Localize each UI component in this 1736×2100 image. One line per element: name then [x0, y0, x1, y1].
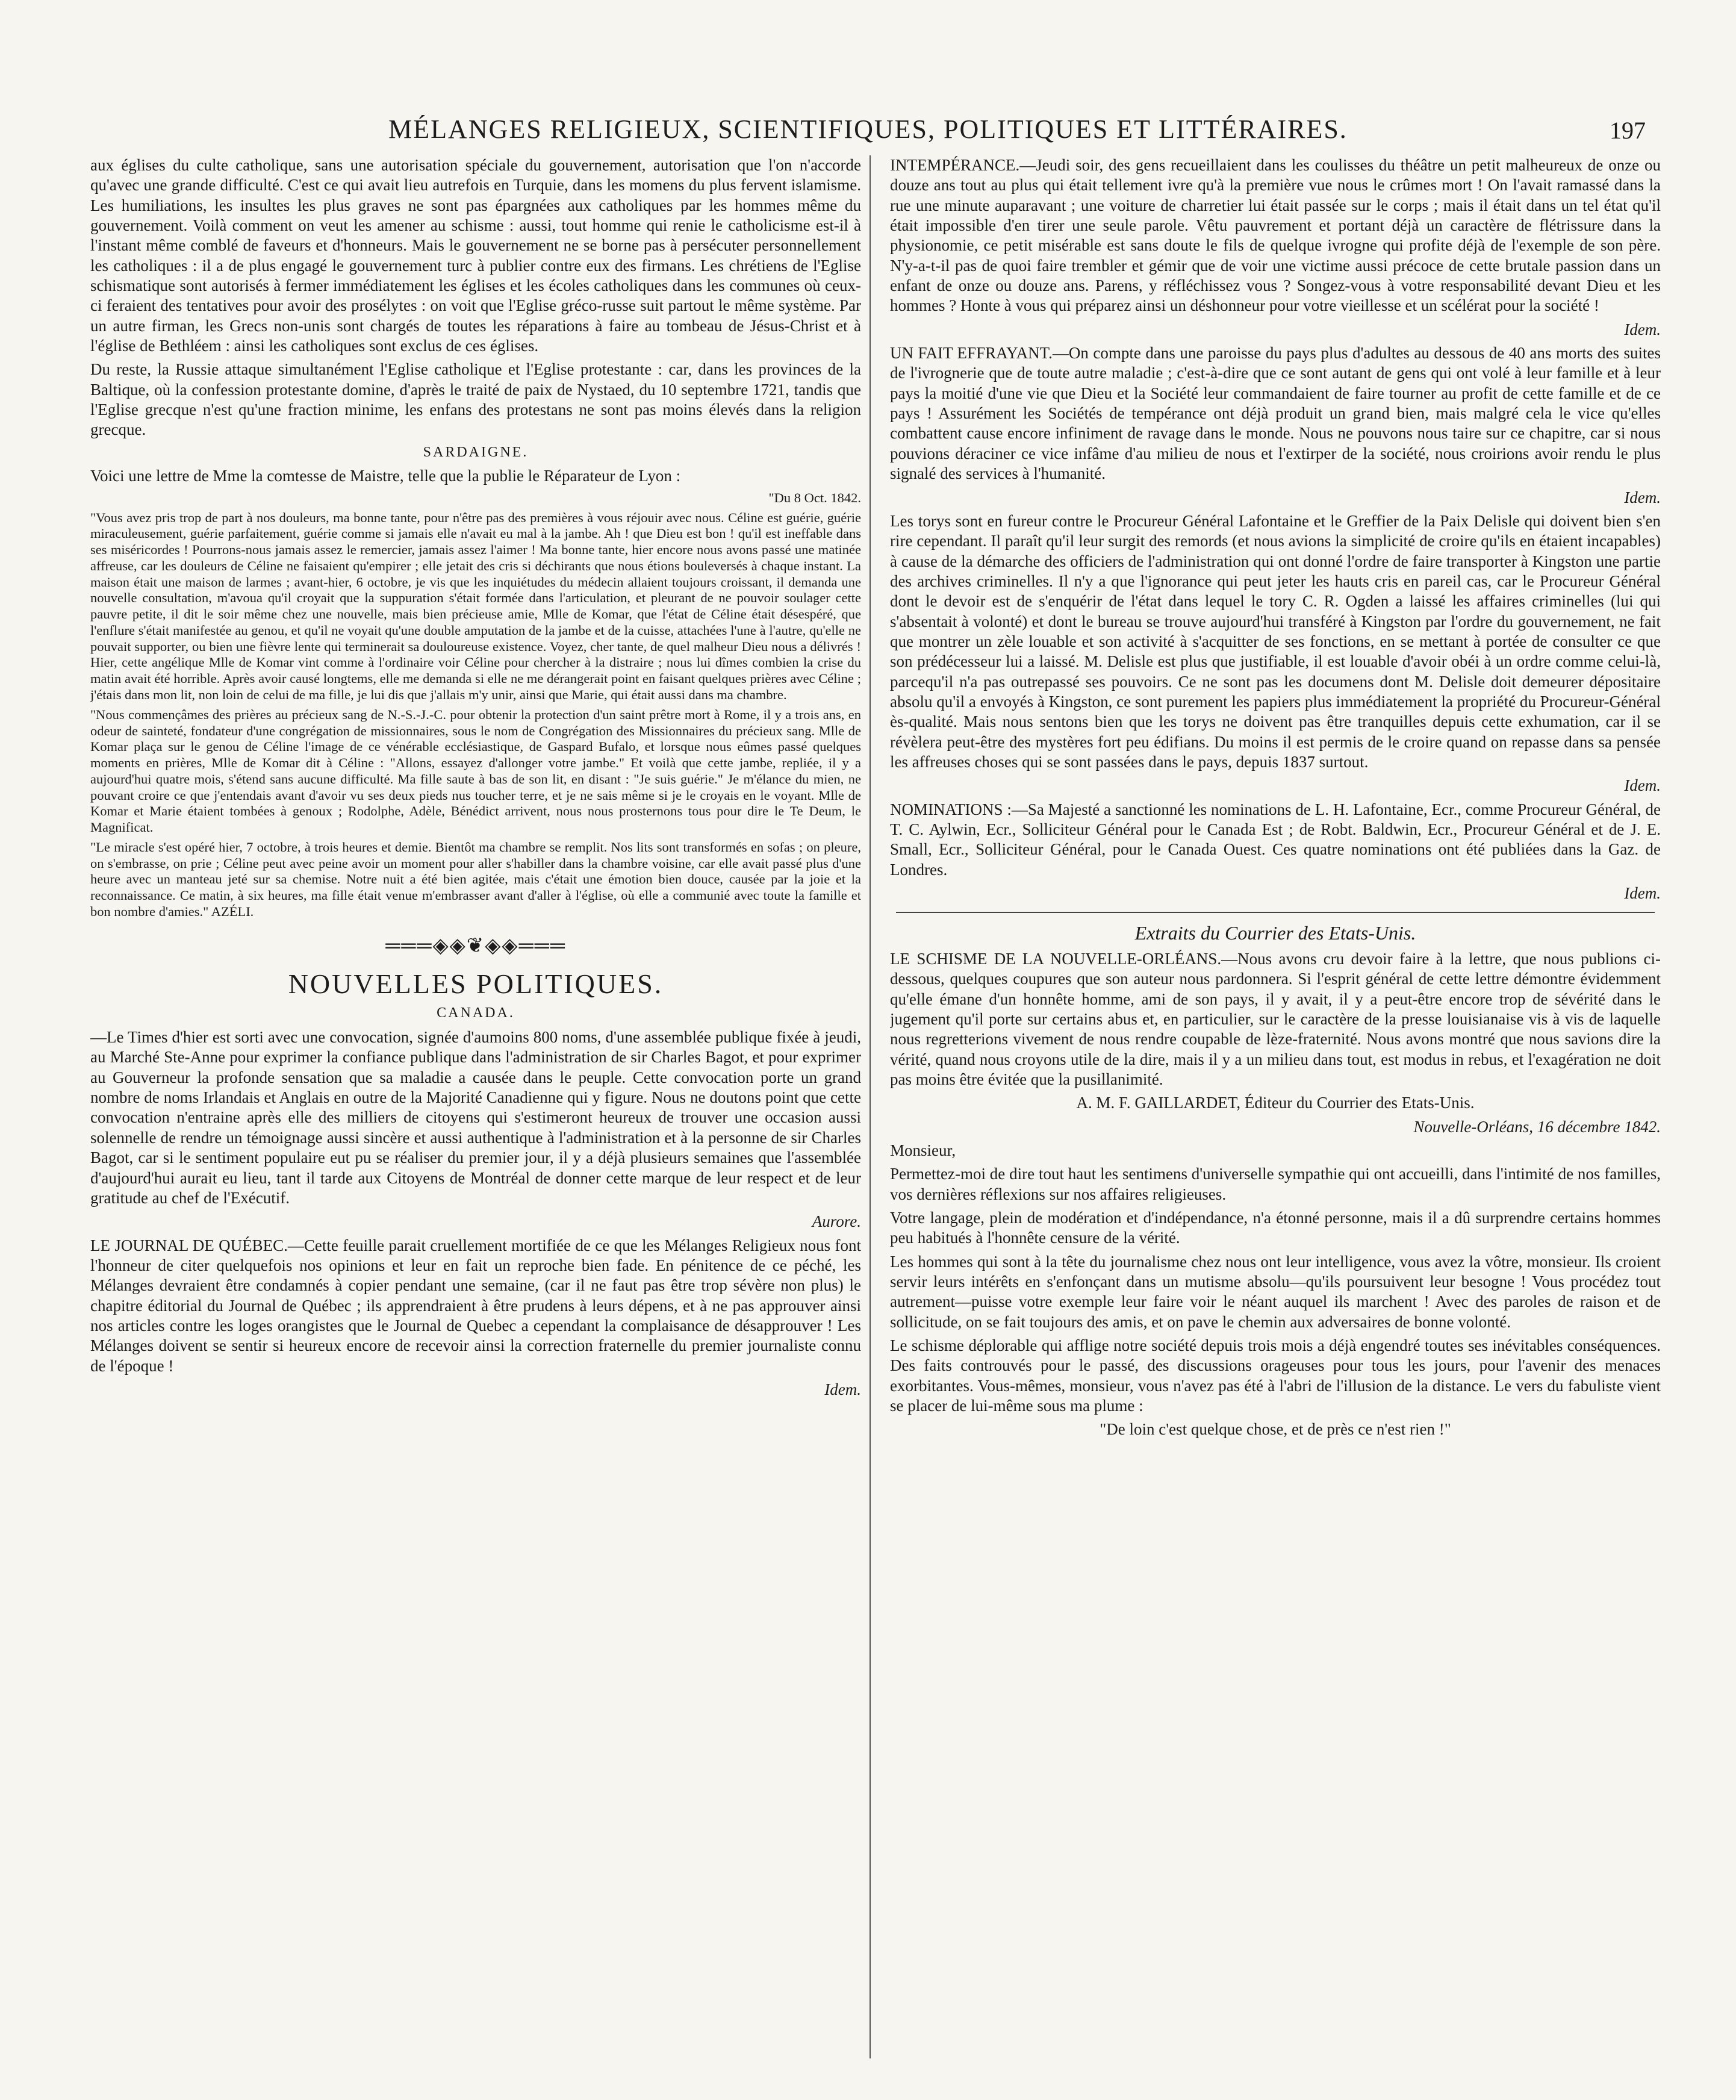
canada-paragraph-2: LE JOURNAL DE QUÉBEC.—Cette feuille parait cruellement mortifiée de ce que les Mélanges Religieux nous font l'honneur de citer quelquefois nos opinions et leur en fait un reproche bien fade. En pénitence de ce péché, les Mélanges devraient être condamnés à copier pendant une semaine, (car il ne faut pas être trop sévère non plus) le chapitre éditorial du Journal de Québec ; ils apprendraient à être prudens à leurs dépens, et à ne pas approuver ainsi nos articles contre les loges orangistes que le Journal de Quebec a cependant la complaisance de désapprouver ! Les Mélanges doivent se sentir si heureux encore de recevoir ainsi la correction fraternelle du premier journaliste connu de l'époque ! [90, 1236, 861, 1375]
fait-effrayant-source: Idem. [1624, 488, 1661, 506]
column-divider [870, 155, 871, 2058]
letter-paragraph-3: "Le miracle s'est opéré hier, 7 octobre, à trois heures et demie. Bientôt ma chambre se remplit. Nos lits sont transformés en sofas ; on pleure, on s'embrasse, on prie ; Céline peut avec peine avoir un moment pour aller s'habiller dans la chambre voisine, car elle avait passé plus d'une heure avec un manteau jeté sur sa chemise. Notre nuit a été bien agitée, mais c'était une émotion bien douce, causée par la joie et la reconnaissance. Ce matin, à six heures, ma fille était venue m'embrasser avant d'aller à l'église, où elle a communié avec toute la famille et bon nombre d'amies." AZÉLI. [90, 839, 861, 919]
letter-paragraph-c: Les hommes qui sont à la tête du journalisme chez nous ont leur intelligence, vous avez la vôtre, monsieur. Ils croient servir leurs intérêts en s'enfonçant dans un mutisme absolu—qu'ils poursuivent leur besogne ! Vous procédez tout autrement—puisse votre exemple leur faire voir le néant auquel ils marchent ! Avec des paroles de raison et de sollicitude, on se fait toujours des amis, et on pave le chemin aux adversaires de bonne volonté. [890, 1252, 1661, 1331]
letter-place-date: Nouvelle-Orléans, 16 décembre 1842. [1413, 1117, 1661, 1136]
torys-source: Idem. [1624, 776, 1661, 795]
intemperance-source: Idem. [1624, 320, 1661, 338]
russia-paragraph-2: Du reste, la Russie attaque simultanément l'Eglise catholique et l'Eglise protestante : car, dans les provinces de la Baltique, où la confession protestante domine, d'après le traité de paix de Nystaed, du 10 septembre 1721, tandis que l'Eglise grecque n'est qu'une fraction minime, les enfans des protestans ne sont pas moins élevés dans la religion grecque. [90, 360, 861, 439]
letter-paragraph-1: "Vous avez pris trop de part à nos douleurs, ma bonne tante, pour n'être pas des premières à vous réjouir avec nous. Céline est guérie, guérie miraculeusement, guérie parfaitement, guérie comme si jamais elle n'avait eu mal à la jambe. Ah ! que Dieu est bon ! qu'il est ineffable dans ses miséricordes ! Pourrons-nous jamais assez le remercier, jamais assez l'aimer ! Ma bonne tante, hier encore nous avons passé une matinée affreuse, car les douleurs de Céline ne faisaient qu'empirer ; elle jetait des cris si déchirants que nous étions bouleversés à chaque instant. La maison était une maison de larmes ; avant-hier, 6 octobre, je vis que les inquiétudes du médecin allaient toujours croissant, il demanda une nouvelle consultation, m'avoua qu'il croyait que la suppuration s'était formée dans l'articulation, et pleurant de ne pouvoir soulager cette pauvre petite, il dit le soir même chez une nouvelle, mais bien précieuse amie, Mlle de Komar, que l'état de Céline était désespéré, que l'enflure s'était manifestée au genou, et qu'il ne voyait qu'une double amputation de la jambe et de la cuisse, attachées l'une à l'autre, qu'elle ne pouvait supporter, ou bien une fièvre lente qui terminerait sa douloureuse existence. Voyez, cher tante, de quel malheur Dieu nous a délivrés ! Hier, cette angélique Mlle de Komar vint comme à l'ordinaire voir Céline pour chercher à la distraire ; nous lui dîmes combien la crise du matin avait été horrible. Après avoir causé longtems, elle me demanda si elle ne me dérangerait point en faisant quelques prières avec Céline ; j'étais dans mon lit, non loin de celui de ma fille, je lui dis que j'allais m'y unir, ainsi que Marie, qui était aussi dans ma chambre. [90, 509, 861, 702]
page-number: 197 [1610, 117, 1646, 144]
nominations-source: Idem. [1624, 884, 1661, 903]
letter-address: A. M. F. GAILLARDET, Éditeur du Courrier des Etats-Unis. [1076, 1094, 1475, 1112]
intemperance-paragraph: INTEMPÉRANCE.—Jeudi soir, des gens recueillaient dans les coulisses du théâtre un petit malheureux de onze ou douze ans tout au plus qui était tellement ivre qu'à la première vue nous le crûmes mort ! On l'avait ramassé dans la rue une minute auparavant ; une voiture de charretier lui était passée sur le corps ; mais il était dans un tel état qu'il était impossible d'en tirer une seule parole. Vêtu pauvrement et portant déjà un caractère de flétrissure dans la physionomie, ce petit misérable est sans doute le fils de quelque ivrogne qui profite déjà de l'exemple de son père. N'y-a-t-il pas de quoi faire trembler et gémir que de voir une victime aussi précoce de cette brutale passion dans un enfant de onze ou douze ans. Parens, y réfléchissez vous ? Songez-vous à votre responsabilité devant Dieu et les hommes ? Honte à vous qui préparez ainsi un déshonneur pour votre vieillesse et un scélérat pour la société ! [890, 156, 1661, 315]
canada-heading: CANADA. [437, 1005, 515, 1021]
left-column [90, 155, 861, 2058]
section-rule [896, 912, 1655, 913]
torys-paragraph: Les torys sont en fureur contre le Procureur Général Lafontaine et le Greffier de la Paix Delisle qui doivent bien s'en rire cependant. Il paraît qu'il leur surgit des remords (et nous avions la simplicité de croire qu'ils en étaient incapables) à cause de la démarche des officiers de l'administration qui ont donné l'ordre de faire transporter à Kingston une partie des archives criminelles. Il n'y a que l'ignorance qui peut jeter les hauts cris en pareil cas, car le Procureur Général dont le devoir est de s'enquérir de l'état dans lequel le tory C. R. Ogden a laissé les affaires criminelles (lui qui s'absentait à volonté) et dont le bureau se trouve aujourd'hui transféré à Kingston par l'ordre du gouvernement, ne fait que montrer un zèle louable et son activité à s'acquitter de ses fonctions, en se mettant à portée de consulter ce que son prédécesseur lui a laissé. M. Delisle est plus que justifiable, il est louable d'avoir obéi à un ordre comme celui-là, parcequ'il n'a pas outrepassé ses pouvoirs. Ce ne sont pas les documens dont M. Delisle doit demeurer dépositaire absolu qu'il a envoyés à Kingston, ce sont purement les papiers plus immédiatement la propriété du Procureur-Général ès-qualité. Mais nous sentons bien que les torys ne doivent pas être tranquilles depuis cette exhumation, car il se révèlera peut-être des mystères fort peu édifians. Du moins il est permis de le croire quand on repasse dans sa pensée les affreuses choses qui se sont passées dans le pays, depuis 1837 surtout. [890, 511, 1661, 771]
right-column [890, 155, 1661, 2058]
sardaigne-heading: SARDAIGNE. [423, 444, 529, 460]
schisme-paragraph: LE SCHISME DE LA NOUVELLE-ORLÉANS.—Nous avons cru devoir faire à la lettre, que nous publions ci-dessous, quelques coupures que son auteur nous pardonnera. Si l'esprit général de cette lettre démontre évidemment qu'elle émane d'un honnête homme, ami de son pays, il y avait, il y a peut-être encore trop de sévérité dans le jugement qu'il porte sur certains abus et, en particulier, sur le caractère de la presse louisianaise vis à vis de laquelle nous regretterions vivement de nous rendre coupable de lèze-fraternité. Nous avons montré que nous savions dire la vérité, quand nous croyons utile de la dire, mais il y a un milieu dans tout, est modus in rebus, et l'exagération ne doit pas moins être évitée que la pusillanimité. [890, 949, 1661, 1088]
nominations-paragraph: NOMINATIONS :—Sa Majesté a sanctionné les nominations de L. H. Lafontaine, Ecr., comme Procureur Général, de T. C. Aylwin, Ecr., Solliciteur Général pour le Canada Est ; de Robt. Baldwin, Ecr., Procureur Général et de J. E. Small, Ecr., Solliciteur Général, pour le Canada Ouest. Ces quatre nominations ont été publiées dans la Gaz. de Londres. [890, 800, 1661, 879]
russia-paragraph-1: aux églises du culte catholique, sans une autorisation spéciale du gouvernement, autorisation que l'on n'accorde qu'avec une grande difficulté. C'est ce qui avait lieu autrefois en Turquie, dans les momens du plus fervent islamisme. Les humiliations, les insultes les plus graves ne sont pas épargnées aux catholiques par les hommes même du gouvernement. Voilà comment on veut les amener au schisme : aussi, tout homme qui renie le catholicisme est-il à l'instant même comblé de faveurs et d'honneurs. Mais le gouvernement ne se borne pas à persécuter personnellement les catholiques : il a de plus engagé le gouvernement turc à publier contre eux des firmans. Les chrétiens de l'Eglise schismatique sont autorisés à fermer immédiatement les églises et les écoles catholiques dans les communes où ceux-ci feraient des tentatives pour avoir des prosélytes : on voit que l'Eglise gréco-russe suit partout le même système. Par un autre firman, les Grecs non-unis sont chargés de toutes les réparations à faire au tombeau de Jésus-Christ et à l'église de Bethléem : ainsi les catholiques sont exclus de ces églises. [90, 156, 861, 355]
letter-paragraph-a: Permettez-moi de dire tout haut les sentimens d'universelle sympathie qui ont accueilli, dans l'intimité de nos familles, vos dernières réflexions sur nos affaires religieuses. [890, 1165, 1661, 1203]
letter-paragraph-d: Le schisme déplorable qui afflige notre société depuis trois mois a déjà engendré toutes ses inévitables conséquences. Des faits controuvés pour le passé, des discussions orageuses pour tous les jours, pour l'avenir des menaces exorbitantes. Vous-mêmes, monsieur, vous n'avez pas été à l'abri de l'illusion de la distance. Le vers du fabuliste vient se placer de lui-même sous ma plume : [890, 1336, 1661, 1415]
canada-paragraph-2-source: Idem. [824, 1380, 861, 1398]
canada-paragraph-1-source: Aurore. [812, 1212, 861, 1231]
fable-quote: "De loin c'est quelque chose, et de près ce n'est rien !" [1100, 1420, 1451, 1439]
section-ornament: ═══◈◈❦◈◈═══ [385, 934, 566, 957]
nouvelles-politiques-heading: NOUVELLES POLITIQUES. [288, 968, 664, 999]
running-title: MÉLANGES RELIGIEUX, SCIENTIFIQUES, POLITIQUES ET LITTÉRAIRES. [388, 114, 1348, 144]
canada-paragraph-1: —Le Times d'hier est sorti avec une convocation, signée d'aumoins 800 noms, d'une assemblée publique fixée à jeudi, au Marché Ste-Anne pour exprimer la confiance publique dans l'administration de sir Charles Bagot, et pour exprimer au Gouverneur la profonde sensation que sa maladie a causée dans le peuple. Cette convocation porte un grand nombre de noms Irlandais et Anglais en outre de la Majorité Canadienne qui y figure. Nous ne doutons point que cette convocation n'entraine après elle des milliers de citoyens qui s'estimeront heureux de trouver une occasion aussi solennelle de rendre un témoignage aussi sincère et aussi authentique à l'administration et à la personne de sir Charles Bagot, car si le sentiment populaire eut pu se réaliser du premier jour, il y a déjà plusieurs semaines que l'assemblée d'aujourd'hui aurait eu lieu, tant il tarde aux Citoyens de Montréal de donner cette marque de leur respect et de leur gratitude au chef de l'Exécutif. [90, 1028, 861, 1207]
extraits-heading: Extraits du Courrier des Etats-Unis. [1134, 922, 1416, 944]
letter-salutation: Monsieur, [890, 1141, 956, 1159]
letter-date: "Du 8 Oct. 1842. [768, 490, 861, 505]
letter-paragraph-2: "Nous commençâmes des prières au précieux sang de N.-S.-J.-C. pour obtenir la protection d'un saint prêtre mort à Rome, il y a trois ans, en odeur de sainteté, fondateur d'une congrégation de missionnaires, sous le nom de Congrégation des Missionnaires du précieux sang. Mlle de Komar plaça sur le genou de Céline l'image de ce vénérable ecclésiastique, de Gaspard Bufalo, et lorsque nous eûmes passé quelques moments en prières, Mlle de Komar dit à Céline : "Allons, essayez d'allonger votre jambe." Et voilà que cette jambe, repliée, il y a aujourd'hui quatre mois, s'étend sans aucune difficulté. Ma fille saute à bas de son lit, en disant : "Je suis guérie." Je m'élance du mien, ne pouvant croire ce que j'entendais avant d'avoir vu ses deux pieds nus toucher terre, et je ne sais même si je le croyais en le voyant. Mlle de Komar et Marie étaient tombées à genoux ; Rodolphe, Adèle, Bénédict arrivent, nous nous prosternons tous pour dire le Te Deum, le Magnificat. [90, 706, 861, 835]
fait-effrayant-paragraph: UN FAIT EFFRAYANT.—On compte dans une paroisse du pays plus d'adultes au dessous de 40 ans morts des suites de l'ivrognerie que de toute autre maladie ; c'est-à-dire que ce sont autant de gens qui ont volé à leur famille et à leur pays la moitié d'une vie que Dieu et la Société leur commandaient de faire tourner au profit de cette famille et de ce pays ! Assurément les Sociétés de tempérance ont déjà produit un grand bien, mais malgré cela le vice qu'elles combattent cause encore infiniment de ravage dans le monde. Nous ne pouvons nous taire sur ce chapitre, car si nous pouvions déraciner ce vice infâme d'au milieu de nous et l'extirper de la société, nous croirions avoir rendu le plus signalé des services à l'humanité. [890, 344, 1661, 483]
sardaigne-intro: Voici une lettre de Mme la comtesse de Maistre, telle que la publie le Réparateur de Lyon : [90, 467, 681, 485]
letter-paragraph-b: Votre langage, plein de modération et d'indépendance, n'a étonné personne, mais il a dû surprendre certains hommes peu habitués à l'honnête censure de la vérité. [890, 1209, 1661, 1247]
page-header [90, 96, 1646, 145]
